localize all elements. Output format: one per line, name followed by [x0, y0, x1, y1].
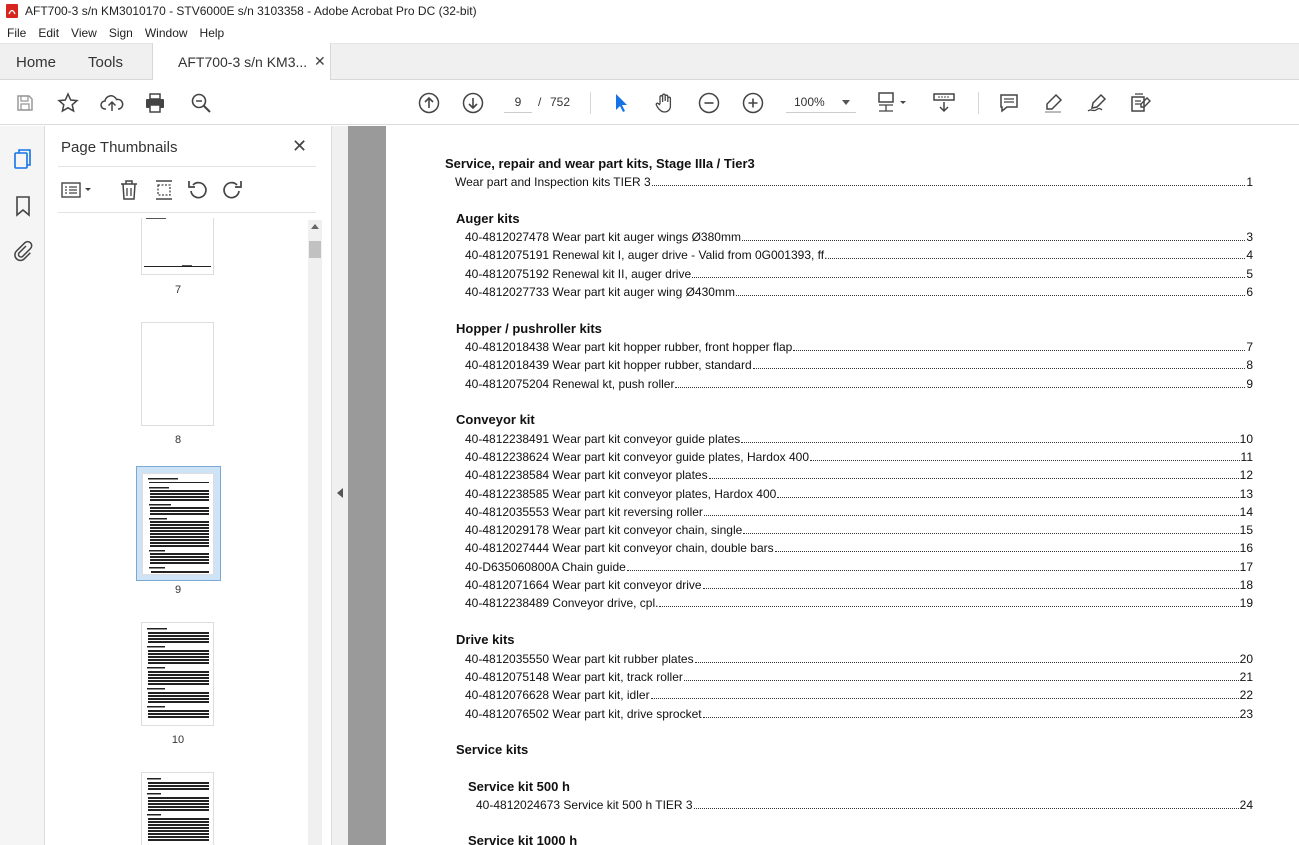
title-bar — [0, 0, 1299, 22]
menu-file[interactable]: File — [7, 25, 27, 40]
toc-subsection-heading: Service kit 1000 h — [468, 833, 578, 845]
divider — [58, 166, 316, 167]
upload-cloud-icon[interactable] — [100, 91, 124, 115]
toolbar-divider — [590, 92, 591, 114]
thumbnail-panel — [46, 126, 330, 845]
toc-entry[interactable]: 40-4812075148 Wear part kit, track roller 21 — [465, 670, 1253, 684]
left-rail — [0, 126, 45, 845]
zoom-value: 100% — [794, 95, 825, 109]
toc-entry[interactable]: 40-4812027444 Wear part kit conveyor chain, double bars 16 — [465, 541, 1253, 555]
toc-entry[interactable]: 40-D635060800A Chain guide 17 — [465, 560, 1253, 574]
toc-entry[interactable]: 40-4812035550 Wear part kit rubber plates 20 — [465, 652, 1253, 666]
page-fit-icon[interactable] — [876, 91, 910, 115]
comment-icon[interactable] — [997, 91, 1021, 115]
divider — [58, 212, 316, 213]
scroll-up-icon[interactable] — [311, 224, 319, 229]
save-icon[interactable] — [13, 91, 37, 115]
toc-entry[interactable]: 40-4812035553 Wear part kit reversing roller 14 — [465, 505, 1253, 519]
document-page — [386, 126, 1299, 845]
page-number-input[interactable]: 9 — [504, 91, 532, 113]
toc-entry[interactable]: 40-4812238584 Wear part kit conveyor plates 12 — [465, 468, 1253, 482]
select-cursor-icon[interactable] — [609, 91, 633, 115]
thumbnail-label: 8 — [174, 434, 182, 446]
thumbnail-scrollbar[interactable] — [308, 220, 322, 845]
toc-section-heading: Auger kits — [456, 211, 520, 226]
collapse-panel-icon[interactable] — [337, 488, 343, 498]
print-icon[interactable] — [143, 91, 167, 115]
toc-section-heading: Conveyor kit — [456, 412, 535, 427]
thumbnail-label: 9 — [174, 584, 182, 596]
thumbnail-list — [58, 218, 320, 845]
toc-entry[interactable]: 40-4812075204 Renewal kt, push roller 9 — [465, 377, 1253, 391]
toolbar — [0, 80, 1299, 125]
zoom-search-icon[interactable] — [189, 91, 213, 115]
acrobat-logo-icon — [5, 4, 19, 18]
menu-sign[interactable]: Sign — [108, 25, 133, 40]
toc-section-heading: Service kits — [456, 742, 529, 757]
menu-view[interactable]: View — [71, 25, 97, 40]
toc-entry[interactable]: 40-4812075191 Renewal kit I, auger drive - Valid from 0G001393, ff. 4 — [465, 248, 1253, 262]
toc-section-heading: Drive kits — [456, 632, 515, 647]
tab-tools[interactable]: Tools — [88, 54, 124, 71]
highlight-pen-icon[interactable] — [1041, 91, 1065, 115]
toc-entry[interactable]: 40-4812018438 Wear part kit hopper rubber, front hopper flap 7 — [465, 340, 1253, 354]
toc-entry[interactable]: Wear part and Inspection kits TIER 3 1 — [455, 175, 1253, 189]
delete-icon[interactable] — [117, 178, 141, 202]
page-thumbnails-icon[interactable] — [11, 147, 35, 171]
scrollbar-thumb[interactable] — [309, 241, 321, 258]
bookmark-icon[interactable] — [11, 194, 35, 218]
toc-subsection-heading: Service kit 500 h — [468, 779, 570, 794]
thumbnail-page-8[interactable] — [141, 322, 214, 426]
toc-entry[interactable]: 40-4812029178 Wear part kit conveyor chain, single 15 — [465, 523, 1253, 537]
menu-bar — [0, 22, 1299, 43]
toc-entry[interactable]: 40-4812238624 Wear part kit conveyor guide plates, Hardox 400 11 — [465, 450, 1253, 464]
toc-entry[interactable]: 40-4812071664 Wear part kit conveyor drive 18 — [465, 578, 1253, 592]
close-icon[interactable]: ✕ — [292, 136, 308, 156]
document-view[interactable] — [348, 126, 1299, 845]
tab-bar — [0, 43, 1299, 80]
sign-pen-icon[interactable] — [1085, 91, 1109, 115]
thumbnail-page-7[interactable] — [141, 218, 214, 275]
previous-page-icon[interactable] — [417, 91, 441, 115]
toolbar-divider — [978, 92, 979, 114]
star-icon[interactable] — [56, 91, 80, 115]
page-total: 752 — [550, 95, 571, 109]
panel-splitter[interactable] — [331, 126, 348, 845]
rotate-clockwise-icon[interactable] — [220, 178, 244, 202]
close-icon[interactable]: ✕ — [314, 53, 326, 69]
toc-entry[interactable]: 40-4812076628 Wear part kit, idler 22 — [465, 688, 1253, 702]
chevron-down-icon — [842, 100, 850, 105]
menu-edit[interactable]: Edit — [38, 25, 60, 40]
toc-title: Service, repair and wear part kits, Stage IIIa / Tier3 — [445, 156, 755, 171]
tab-document[interactable] — [152, 43, 331, 81]
toc-entry[interactable]: 40-4812027478 Wear part kit auger wings Ø380mm 3 — [465, 230, 1253, 244]
extract-page-icon[interactable] — [152, 178, 176, 202]
scroll-mode-icon[interactable] — [931, 91, 957, 115]
next-page-icon[interactable] — [461, 91, 485, 115]
tab-document-label: AFT700-3 s/n KM3... — [178, 54, 308, 70]
menu-help[interactable]: Help — [199, 25, 225, 40]
toc-entry[interactable]: 40-4812018439 Wear part kit hopper rubber, standard 8 — [465, 358, 1253, 372]
rotate-counterclockwise-icon[interactable] — [186, 178, 210, 202]
toc-section-heading: Hopper / pushroller kits — [456, 321, 602, 336]
hand-tool-icon[interactable] — [653, 91, 677, 115]
toc-entry[interactable]: 40-4812238491 Wear part kit conveyor guide plates 10 — [465, 432, 1253, 446]
toc-entry[interactable]: 40-4812075192 Renewal kit II, auger drive 5 — [465, 267, 1253, 281]
zoom-in-icon[interactable] — [741, 91, 765, 115]
thumbnail-label: 10 — [171, 734, 185, 746]
thumbnail-label: 7 — [174, 284, 182, 296]
menu-window[interactable]: Window — [144, 25, 188, 40]
tab-home[interactable]: Home — [16, 54, 57, 71]
zoom-out-icon[interactable] — [697, 91, 721, 115]
toc-entry[interactable]: 40-4812024673 Service kit 500 h TIER 3 24 — [476, 798, 1253, 812]
toc-entry[interactable]: 40-4812027733 Wear part kit auger wing Ø430mm 6 — [465, 285, 1253, 299]
options-menu-icon[interactable] — [60, 178, 96, 202]
toc-entry[interactable]: 40-4812238489 Conveyor drive, cpl. 19 — [465, 596, 1253, 610]
zoom-select[interactable] — [786, 91, 856, 113]
page-separator: / — [538, 95, 542, 109]
toc-entry[interactable]: 40-4812076502 Wear part kit, drive sprocket 23 — [465, 707, 1253, 721]
toc-entry[interactable]: 40-4812238585 Wear part kit conveyor plates, Hardox 400 13 — [465, 487, 1253, 501]
attachment-icon[interactable] — [11, 239, 35, 263]
thumbnail-page-9[interactable] — [142, 473, 214, 575]
panel-toolbar — [60, 178, 320, 202]
panel-title: Page Thumbnails — [61, 139, 178, 156]
fill-sign-icon[interactable] — [1129, 91, 1153, 115]
thumbnail-page-10[interactable] — [141, 622, 214, 726]
window-title: AFT700-3 s/n KM3010170 - STV6000E s/n 3103358 - Adobe Acrobat Pro DC (32-bit) — [25, 4, 477, 18]
thumbnail-page-11[interactable] — [141, 772, 214, 845]
